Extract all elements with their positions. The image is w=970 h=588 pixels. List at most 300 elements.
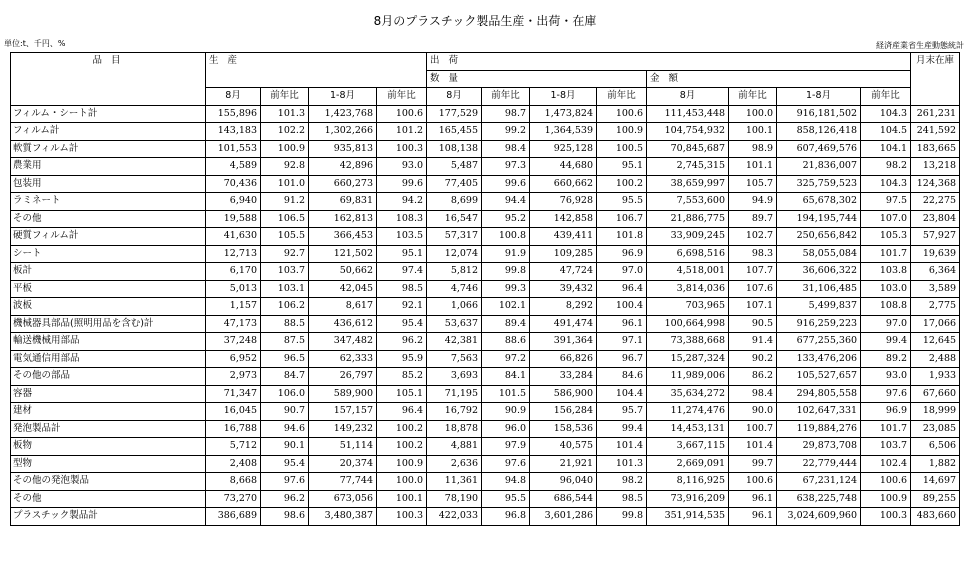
table-cell: 100.5 xyxy=(597,140,647,158)
table-cell: 100.2 xyxy=(377,420,427,438)
table-cell: 100.8 xyxy=(482,228,530,246)
table-cell: 95.1 xyxy=(377,245,427,263)
table-cell: 57,317 xyxy=(427,228,482,246)
table-cell: 100.0 xyxy=(729,105,777,123)
row-label: 波板 xyxy=(11,298,206,316)
table-cell: 703,965 xyxy=(647,298,729,316)
table-cell: 2,408 xyxy=(206,455,261,473)
table-cell: 351,914,535 xyxy=(647,508,729,526)
table-cell: 183,665 xyxy=(911,140,960,158)
table-cell: 108,138 xyxy=(427,140,482,158)
table-cell: 50,662 xyxy=(309,263,377,281)
table-cell: 51,114 xyxy=(309,438,377,456)
row-label: 容器 xyxy=(11,385,206,403)
table-cell: 84.7 xyxy=(261,368,309,386)
table-cell: 101.0 xyxy=(261,175,309,193)
header-inventory: 月末在庫 xyxy=(911,53,960,106)
table-cell: 98.3 xyxy=(729,245,777,263)
table-cell: 94.6 xyxy=(261,420,309,438)
table-cell: 19,588 xyxy=(206,210,261,228)
table-cell: 261,231 xyxy=(911,105,960,123)
table-cell: 149,232 xyxy=(309,420,377,438)
table-cell: 2,488 xyxy=(911,350,960,368)
table-cell: 90.9 xyxy=(482,403,530,421)
table-cell: 18,999 xyxy=(911,403,960,421)
table-cell: 107.6 xyxy=(729,280,777,298)
table-cell: 100.9 xyxy=(261,140,309,158)
table-cell: 16,792 xyxy=(427,403,482,421)
table-cell: 19,639 xyxy=(911,245,960,263)
table-cell: 47,724 xyxy=(530,263,597,281)
table-cell: 95.2 xyxy=(482,210,530,228)
table-cell: 638,225,748 xyxy=(777,490,861,508)
table-cell: 100.3 xyxy=(861,508,911,526)
table-cell: 104.4 xyxy=(597,385,647,403)
table-cell: 90.0 xyxy=(729,403,777,421)
table-cell: 101.4 xyxy=(729,438,777,456)
table-cell: 108.8 xyxy=(861,298,911,316)
table-row xyxy=(11,403,960,421)
table-row xyxy=(11,228,960,246)
table-row xyxy=(11,368,960,386)
table-cell: 90.2 xyxy=(729,350,777,368)
table-cell: 100.2 xyxy=(377,438,427,456)
table-cell: 105,527,657 xyxy=(777,368,861,386)
table-cell: 101.1 xyxy=(729,158,777,176)
header-production: 生 産 xyxy=(206,53,427,71)
table-cell: 589,900 xyxy=(309,385,377,403)
row-label: 軟質フィルム計 xyxy=(11,140,206,158)
table-cell: 98.4 xyxy=(729,385,777,403)
table-cell: 96.0 xyxy=(482,420,530,438)
table-cell: 96.1 xyxy=(597,315,647,333)
table-cell: 7,553,600 xyxy=(647,193,729,211)
header-amt-aug: 8月 xyxy=(647,88,729,106)
table-cell: 90.7 xyxy=(261,403,309,421)
table-cell: 100.6 xyxy=(729,473,777,491)
table-cell: 95.1 xyxy=(597,158,647,176)
table-cell: 100.9 xyxy=(597,123,647,141)
table-row xyxy=(11,508,960,526)
table-cell: 101.3 xyxy=(261,105,309,123)
table-cell: 102.2 xyxy=(261,123,309,141)
table-cell: 97.9 xyxy=(482,438,530,456)
table-cell: 2,775 xyxy=(911,298,960,316)
table-cell: 57,927 xyxy=(911,228,960,246)
table-cell: 2,636 xyxy=(427,455,482,473)
table-cell: 2,973 xyxy=(206,368,261,386)
table-cell: 925,128 xyxy=(530,140,597,158)
table-cell: 142,858 xyxy=(530,210,597,228)
table-cell: 858,126,418 xyxy=(777,123,861,141)
table-cell: 121,502 xyxy=(309,245,377,263)
header-production-spacer xyxy=(206,70,427,88)
header-qty-janaug-yoy: 前年比 xyxy=(597,88,647,106)
table-cell: 660,273 xyxy=(309,175,377,193)
table-cell: 97.0 xyxy=(861,315,911,333)
table-cell: 93.0 xyxy=(377,158,427,176)
table-row xyxy=(11,280,960,298)
table-cell: 71,195 xyxy=(427,385,482,403)
table-cell: 3,814,036 xyxy=(647,280,729,298)
table-cell: 106.0 xyxy=(261,385,309,403)
table-cell: 29,873,708 xyxy=(777,438,861,456)
table-row xyxy=(11,455,960,473)
row-label: 農業用 xyxy=(11,158,206,176)
table-cell: 21,921 xyxy=(530,455,597,473)
table-cell: 119,884,276 xyxy=(777,420,861,438)
table-cell: 94.8 xyxy=(482,473,530,491)
table-cell: 89,255 xyxy=(911,490,960,508)
table-cell: 40,575 xyxy=(530,438,597,456)
table-cell: 100.2 xyxy=(597,175,647,193)
table-cell: 104.3 xyxy=(861,175,911,193)
table-cell: 105.3 xyxy=(861,228,911,246)
table-cell: 100.6 xyxy=(861,473,911,491)
table-cell: 23,804 xyxy=(911,210,960,228)
table-cell: 194,195,744 xyxy=(777,210,861,228)
table-cell: 4,518,001 xyxy=(647,263,729,281)
table-cell: 101,553 xyxy=(206,140,261,158)
table-cell: 6,940 xyxy=(206,193,261,211)
table-cell: 100.4 xyxy=(597,298,647,316)
table-cell: 70,845,687 xyxy=(647,140,729,158)
table-cell: 5,712 xyxy=(206,438,261,456)
table-cell: 90.5 xyxy=(729,315,777,333)
table-cell: 70,436 xyxy=(206,175,261,193)
table-cell: 16,788 xyxy=(206,420,261,438)
table-cell: 8,116,925 xyxy=(647,473,729,491)
table-cell: 39,432 xyxy=(530,280,597,298)
table-row xyxy=(11,245,960,263)
table-row xyxy=(11,420,960,438)
table-cell: 42,381 xyxy=(427,333,482,351)
header-amount: 金 額 xyxy=(647,70,911,88)
table-cell: 105.7 xyxy=(729,175,777,193)
table-cell: 8,617 xyxy=(309,298,377,316)
header-amt-janaug: 1-8月 xyxy=(777,88,861,106)
table-cell: 96.1 xyxy=(729,490,777,508)
table-cell: 3,667,115 xyxy=(647,438,729,456)
table-cell: 97.6 xyxy=(482,455,530,473)
table-cell: 98.4 xyxy=(482,140,530,158)
table-cell: 14,453,131 xyxy=(647,420,729,438)
table-cell: 1,882 xyxy=(911,455,960,473)
table-cell: 99.2 xyxy=(482,123,530,141)
table-cell: 3,693 xyxy=(427,368,482,386)
table-cell: 84.6 xyxy=(597,368,647,386)
table-cell: 96.2 xyxy=(377,333,427,351)
table-cell: 12,074 xyxy=(427,245,482,263)
table-cell: 103.1 xyxy=(261,280,309,298)
table-cell: 391,364 xyxy=(530,333,597,351)
table-cell: 104.1 xyxy=(861,140,911,158)
table-row xyxy=(11,123,960,141)
table-cell: 11,361 xyxy=(427,473,482,491)
table-cell: 96.7 xyxy=(597,350,647,368)
table-cell: 13,218 xyxy=(911,158,960,176)
table-cell: 1,473,824 xyxy=(530,105,597,123)
header-qty-yoy: 前年比 xyxy=(482,88,530,106)
table-body xyxy=(11,105,960,525)
header-shipment: 出 荷 xyxy=(427,53,911,71)
table-cell: 4,881 xyxy=(427,438,482,456)
table-cell: 103.5 xyxy=(377,228,427,246)
table-cell: 90.1 xyxy=(261,438,309,456)
table-cell: 97.4 xyxy=(377,263,427,281)
header-prod-yoy: 前年比 xyxy=(261,88,309,106)
table-cell: 84.1 xyxy=(482,368,530,386)
table-row xyxy=(11,263,960,281)
table-cell: 101.5 xyxy=(482,385,530,403)
table-cell: 3,480,387 xyxy=(309,508,377,526)
table-cell: 103.7 xyxy=(261,263,309,281)
table-cell: 98.5 xyxy=(377,280,427,298)
statistics-table xyxy=(10,52,960,526)
table-cell: 67,660 xyxy=(911,385,960,403)
table-cell: 12,713 xyxy=(206,245,261,263)
table-cell: 6,170 xyxy=(206,263,261,281)
table-cell: 89.2 xyxy=(861,350,911,368)
table-row xyxy=(11,350,960,368)
table-cell: 916,181,502 xyxy=(777,105,861,123)
table-cell: 103.8 xyxy=(861,263,911,281)
table-cell: 88.6 xyxy=(482,333,530,351)
table-cell: 94.2 xyxy=(377,193,427,211)
header-amt-janaug-yoy: 前年比 xyxy=(861,88,911,106)
table-cell: 96.9 xyxy=(597,245,647,263)
table-cell: 673,056 xyxy=(309,490,377,508)
table-cell: 99.8 xyxy=(597,508,647,526)
table-cell: 100.7 xyxy=(729,420,777,438)
table-cell: 16,547 xyxy=(427,210,482,228)
header-prod-janaug-yoy: 前年比 xyxy=(377,88,427,106)
table-cell: 100.3 xyxy=(377,140,427,158)
table-cell: 98.6 xyxy=(261,508,309,526)
table-cell: 104.3 xyxy=(861,105,911,123)
row-label: 硬質フィルム計 xyxy=(11,228,206,246)
table-cell: 101.2 xyxy=(377,123,427,141)
row-label: その他の発泡製品 xyxy=(11,473,206,491)
table-cell: 47,173 xyxy=(206,315,261,333)
page-title: 8月のプラスチック製品生産・出荷・在庫 xyxy=(373,14,597,28)
table-cell: 94.4 xyxy=(482,193,530,211)
table-cell: 1,302,266 xyxy=(309,123,377,141)
table-cell: 96,040 xyxy=(530,473,597,491)
table-cell: 100.6 xyxy=(597,105,647,123)
table-cell: 58,055,084 xyxy=(777,245,861,263)
table-cell: 124,368 xyxy=(911,175,960,193)
table-cell: 686,544 xyxy=(530,490,597,508)
table-cell: 69,831 xyxy=(309,193,377,211)
table-cell: 85.2 xyxy=(377,368,427,386)
table-cell: 89.7 xyxy=(729,210,777,228)
table-cell: 241,592 xyxy=(911,123,960,141)
table-cell: 155,896 xyxy=(206,105,261,123)
table-cell: 38,659,997 xyxy=(647,175,729,193)
table-cell: 78,190 xyxy=(427,490,482,508)
table-cell: 77,405 xyxy=(427,175,482,193)
table-cell: 103.7 xyxy=(861,438,911,456)
table-cell: 102.7 xyxy=(729,228,777,246)
table-cell: 8,292 xyxy=(530,298,597,316)
table-cell: 18,878 xyxy=(427,420,482,438)
table-row xyxy=(11,158,960,176)
row-label: フィルム・シート計 xyxy=(11,105,206,123)
table-cell: 21,836,007 xyxy=(777,158,861,176)
table-cell: 97.1 xyxy=(597,333,647,351)
table-cell: 386,689 xyxy=(206,508,261,526)
table-cell: 6,506 xyxy=(911,438,960,456)
table-cell: 21,886,775 xyxy=(647,210,729,228)
table-cell: 98.9 xyxy=(729,140,777,158)
table-cell: 3,589 xyxy=(911,280,960,298)
row-label: その他 xyxy=(11,210,206,228)
table-cell: 95.9 xyxy=(377,350,427,368)
table-cell: 422,033 xyxy=(427,508,482,526)
table-cell: 37,248 xyxy=(206,333,261,351)
row-label: 輸送機械用部品 xyxy=(11,333,206,351)
table-row xyxy=(11,210,960,228)
table-cell: 347,482 xyxy=(309,333,377,351)
table-cell: 89.4 xyxy=(482,315,530,333)
table-cell: 97.6 xyxy=(261,473,309,491)
table-cell: 99.3 xyxy=(482,280,530,298)
table-cell: 935,813 xyxy=(309,140,377,158)
row-label: 機械器具部品(照明用品を含む)計 xyxy=(11,315,206,333)
row-label: 型物 xyxy=(11,455,206,473)
table-cell: 8,699 xyxy=(427,193,482,211)
table-cell: 67,231,124 xyxy=(777,473,861,491)
table-cell: 99.6 xyxy=(482,175,530,193)
table-cell: 91.2 xyxy=(261,193,309,211)
table-cell: 92.8 xyxy=(261,158,309,176)
table-cell: 103.0 xyxy=(861,280,911,298)
table-row xyxy=(11,105,960,123)
table-cell: 5,013 xyxy=(206,280,261,298)
table-cell: 3,601,286 xyxy=(530,508,597,526)
header-qty-janaug: 1-8月 xyxy=(530,88,597,106)
table-cell: 98.2 xyxy=(597,473,647,491)
table-cell: 76,928 xyxy=(530,193,597,211)
table-cell: 6,364 xyxy=(911,263,960,281)
table-cell: 660,662 xyxy=(530,175,597,193)
table-cell: 366,453 xyxy=(309,228,377,246)
row-label: 建材 xyxy=(11,403,206,421)
table-cell: 98.2 xyxy=(861,158,911,176)
table-cell: 95.5 xyxy=(597,193,647,211)
table-cell: 44,680 xyxy=(530,158,597,176)
table-cell: 100.6 xyxy=(377,105,427,123)
table-cell: 53,637 xyxy=(427,315,482,333)
row-label: 発泡製品計 xyxy=(11,420,206,438)
table-cell: 95.7 xyxy=(597,403,647,421)
table-cell: 86.2 xyxy=(729,368,777,386)
table-cell: 33,284 xyxy=(530,368,597,386)
table-row xyxy=(11,298,960,316)
table-cell: 23,085 xyxy=(911,420,960,438)
table-cell: 100.9 xyxy=(377,455,427,473)
table-cell: 5,487 xyxy=(427,158,482,176)
table-cell: 157,157 xyxy=(309,403,377,421)
table-cell: 2,669,091 xyxy=(647,455,729,473)
table-cell: 2,745,315 xyxy=(647,158,729,176)
source-note: 経済産業省生産動態統計 xyxy=(876,41,964,50)
table-cell: 33,909,245 xyxy=(647,228,729,246)
table-cell: 22,275 xyxy=(911,193,960,211)
table-cell: 99.4 xyxy=(861,333,911,351)
row-label: 電気通信用部品 xyxy=(11,350,206,368)
table-cell: 97.6 xyxy=(861,385,911,403)
table-cell: 101.4 xyxy=(597,438,647,456)
table-cell: 916,259,223 xyxy=(777,315,861,333)
table-cell: 99.6 xyxy=(377,175,427,193)
table-cell: 1,157 xyxy=(206,298,261,316)
table-cell: 106.2 xyxy=(261,298,309,316)
table-cell: 96.1 xyxy=(729,508,777,526)
table-cell: 42,045 xyxy=(309,280,377,298)
table-cell: 106.5 xyxy=(261,210,309,228)
unit-note: 単位:t、千円、% xyxy=(4,39,66,48)
table-cell: 108.3 xyxy=(377,210,427,228)
table-row xyxy=(11,140,960,158)
table-cell: 97.3 xyxy=(482,158,530,176)
table-header xyxy=(11,53,960,106)
table-cell: 91.9 xyxy=(482,245,530,263)
table-cell: 102,647,331 xyxy=(777,403,861,421)
table-cell: 6,698,516 xyxy=(647,245,729,263)
table-cell: 101.7 xyxy=(861,245,911,263)
table-cell: 133,476,206 xyxy=(777,350,861,368)
row-label: ラミネート xyxy=(11,193,206,211)
table-cell: 101.3 xyxy=(597,455,647,473)
table-cell: 100,664,998 xyxy=(647,315,729,333)
header-qty-aug: 8月 xyxy=(427,88,482,106)
table-cell: 106.7 xyxy=(597,210,647,228)
table-cell: 99.4 xyxy=(597,420,647,438)
table-cell: 95.5 xyxy=(482,490,530,508)
table-cell: 92.1 xyxy=(377,298,427,316)
table-cell: 607,469,576 xyxy=(777,140,861,158)
table-cell: 99.8 xyxy=(482,263,530,281)
table-cell: 3,024,609,960 xyxy=(777,508,861,526)
table-cell: 98.5 xyxy=(597,490,647,508)
table-cell: 294,805,558 xyxy=(777,385,861,403)
table-cell: 36,606,322 xyxy=(777,263,861,281)
table-cell: 66,826 xyxy=(530,350,597,368)
table-cell: 93.0 xyxy=(861,368,911,386)
table-cell: 436,612 xyxy=(309,315,377,333)
table-cell: 7,563 xyxy=(427,350,482,368)
table-cell: 156,284 xyxy=(530,403,597,421)
header-item: 品 目 xyxy=(11,53,206,106)
table-cell: 95.4 xyxy=(261,455,309,473)
table-cell: 1,933 xyxy=(911,368,960,386)
table-cell: 101.7 xyxy=(861,420,911,438)
table-cell: 6,952 xyxy=(206,350,261,368)
table-cell: 111,453,448 xyxy=(647,105,729,123)
table-row xyxy=(11,473,960,491)
table-row xyxy=(11,385,960,403)
table-cell: 100.1 xyxy=(729,123,777,141)
table-cell: 100.9 xyxy=(861,490,911,508)
table-cell: 11,274,476 xyxy=(647,403,729,421)
table-cell: 143,183 xyxy=(206,123,261,141)
table-cell: 677,255,360 xyxy=(777,333,861,351)
table-cell: 105.1 xyxy=(377,385,427,403)
table-cell: 42,896 xyxy=(309,158,377,176)
row-label: 板計 xyxy=(11,263,206,281)
